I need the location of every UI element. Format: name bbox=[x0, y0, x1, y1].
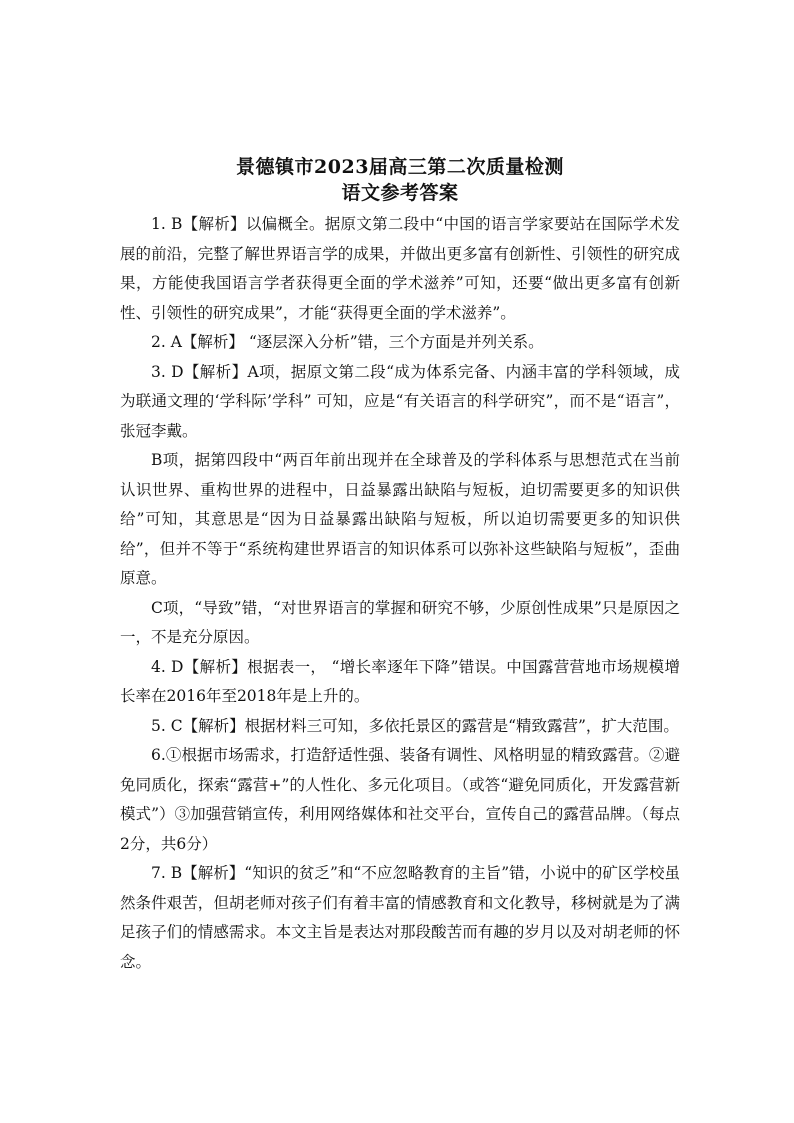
answer-paragraph-7: 7. B【解析】“知识的贫乏”和“不应忽略教育的主旨”错，小说中的矿区学校虽然条件艰苦，但胡老师对孩子们有着丰富的情感教育和文化教导，移树就是为了满足孩子们的情感需求。本文主旨是表达对那段酸苦而有趣的岁月以及对胡老师的怀念。 bbox=[120, 864, 680, 971]
answer-document bbox=[120, 154, 680, 977]
answer-paragraph-2: 2. A【解析】 “逐层深入分析”错，三个方面是并列关系。 bbox=[151, 333, 544, 351]
answer-paragraph-5: 5. C【解析】根据材料三可知，多依托景区的露营是“精致露营”，扩大范围。 bbox=[151, 716, 679, 735]
answer-paragraph-3b: B项，据第四段中“两百年前出现并在全球普及的学科体系与思想范式在当前认识世界、重构世界的进程中，日益暴露出缺陷与短板，迫切需要更多的知识供给”可知，其意思是“因为日益暴露出缺陷与短板，所以迫切需要更多的知识供给”，但并不等于“系统构建世界语言的知识体系可以弥补这些缺陷与短板”，歪曲原意。 bbox=[120, 451, 680, 587]
answer-paragraph-1: 1. B【解析】以偏概全。据原文第二段中“中国的语言学家要站在国际学术发展的前沿，完整了解世界语言学的成果，并做出更多富有创新性、引领性的研究成果，方能使我国语言学者获得更全面的学术滋养”可知，还要“做出更多富有创新性、引领性的研究成果”，才能“获得更全面的学术滋养”。 bbox=[120, 215, 680, 322]
answer-paragraph-4: 4. D【解析】根据表一， “增长率逐年下降”错误。中国露营营地市场规模增长率在2016年至2018年是上升的。 bbox=[120, 657, 680, 705]
document-title: 景德镇市2023届高三第二次质量检测 bbox=[236, 156, 564, 178]
document-subtitle: 语文参考答案 bbox=[341, 182, 459, 204]
answer-paragraph-3c: C项，“导致”错，“对世界语言的掌握和研究不够，少原创性成果”只是原因之一，不是充分原因。 bbox=[120, 598, 680, 646]
answer-paragraph-6: 6.①根据市场需求，打造舒适性强、装备有调性、风格明显的精致露营。②避免同质化，探索“露营+”的人性化、多元化项目。（或答“避免同质化，开发露营新模式”）③加强营销宣传，利用网络媒体和社交平台，宣传自己的露营品牌。（每点2分，共6分） bbox=[120, 746, 680, 853]
answer-paragraph-3: 3. D【解析】A项，据原文第二段“成为体系完备、内涵丰富的学科领域，成为联通文理的‘学科际’学科” 可知，应是“有关语言的科学研究”，而不是“语言”，张冠李戴。 bbox=[120, 362, 680, 440]
